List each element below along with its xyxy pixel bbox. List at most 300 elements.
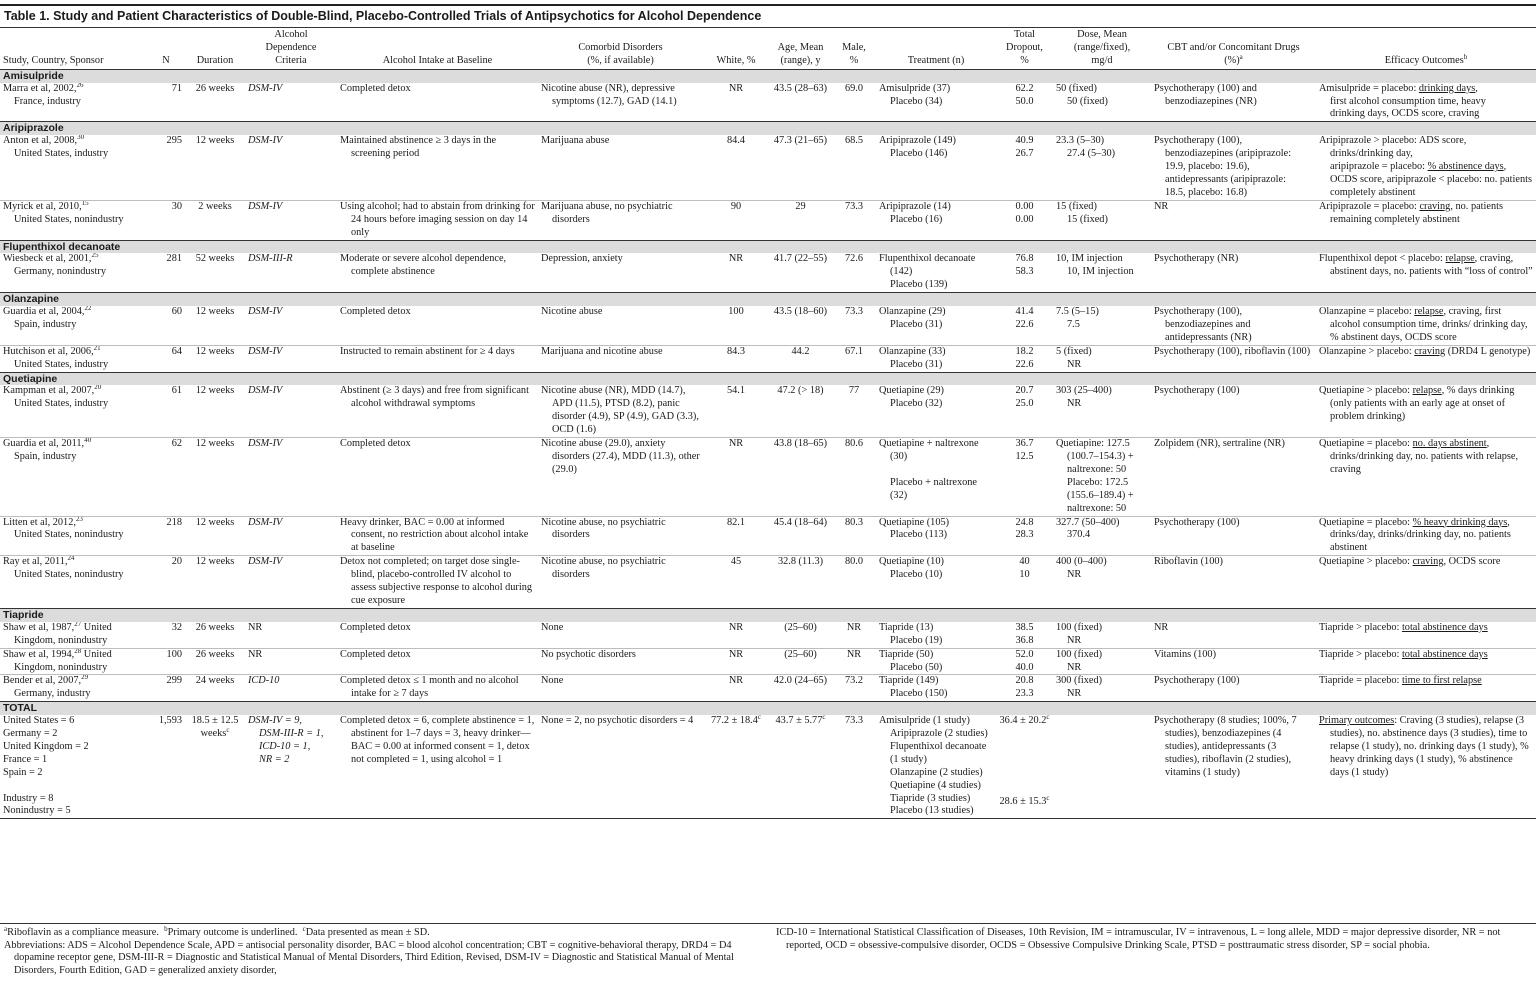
n-cell: 32 <box>147 622 185 648</box>
white-cell: 54.1 <box>703 385 769 437</box>
col-white: White, % <box>703 29 769 69</box>
study-cell <box>0 438 147 516</box>
primary-outcome: % heavy drinking days <box>1412 516 1508 528</box>
col-duration: Duration <box>185 29 245 69</box>
footnotes-left <box>4 927 759 977</box>
outcome-text: Quetiapine > placebo: <box>1319 556 1413 568</box>
cbt-cell: Psychotherapy (100) <box>1151 385 1316 437</box>
col-dose: Dose, Mean (range/fixed), mg/d <box>1053 29 1151 69</box>
study-citation: Anton et al, 2008, <box>3 135 78 147</box>
outcome-text: Olanzapine = placebo: <box>1319 306 1415 318</box>
n-cell: 295 <box>147 135 185 200</box>
outcome-text: , drinks/day, drinks/drinking day, no. patients abstinent <box>1330 516 1511 554</box>
total-dropout-cell <box>996 715 1053 819</box>
study-name <box>3 517 144 530</box>
male-cell: 73.3 <box>832 306 876 345</box>
study-citation: Guardia et al, 2011, <box>3 438 85 450</box>
total-dose-cell <box>1053 715 1151 819</box>
male-cell: 72.6 <box>832 253 876 292</box>
criteria-cell: DSM-IV <box>245 306 337 345</box>
criteria-cell: DSM-IV <box>245 83 337 122</box>
reference-number: 24 <box>67 555 75 563</box>
reference-number: 23 <box>75 516 83 523</box>
outcome-text: Tiapride > placebo: <box>1319 648 1402 660</box>
male-cell: 73.2 <box>832 675 876 702</box>
primary-outcome: total abstinence days <box>1401 648 1488 660</box>
outcome-text: Quetiapine > placebo: <box>1319 385 1413 397</box>
comorbid-cell: Marijuana and nicotine abuse <box>538 345 703 372</box>
section-label: Flupenthixol decanoate <box>0 240 1536 253</box>
efficacy-cell <box>1316 556 1536 609</box>
study-cell <box>0 622 147 648</box>
study-name <box>3 622 144 635</box>
age-cell: 47.2 (> 18) <box>769 385 832 437</box>
treatment-cell: Quetiapine (29) Placebo (32) <box>876 385 996 437</box>
cbt-cell: Riboflavin (100) <box>1151 556 1316 609</box>
outcome-text: , craving, abstinent days, no. patients with “loss of control” <box>1330 253 1533 278</box>
col-study: Study, Country, Sponsor <box>0 29 147 69</box>
table-row <box>0 253 1536 292</box>
n-cell: 30 <box>147 200 185 240</box>
intake-cell: Heavy drinker, BAC = 0.00 at informed consent, no restriction about alcohol intake at baseline <box>337 516 538 556</box>
section-row-total <box>0 702 1536 715</box>
section-row-flupenthixol <box>0 240 1536 253</box>
criteria-cell: NR <box>245 622 337 648</box>
study-name <box>3 649 144 662</box>
comorbid-cell: Depression, anxiety <box>538 253 703 292</box>
study-cell <box>0 83 147 122</box>
study-country-sponsor: Germany, nonindustry <box>14 266 106 278</box>
criteria-cell: DSM-IV <box>245 200 337 240</box>
study-cell <box>0 200 147 240</box>
total-cbt-cell: Psychotherapy (8 studies; 100%, 7 studies), benzodiazepines (4 studies), antidepressants (3 studies), riboflavin (2 studies), vitamins (1 study) <box>1151 715 1316 819</box>
col-intake: Alcohol Intake at Baseline <box>337 29 538 69</box>
total-age: 43.7 ± 5.77 <box>775 715 823 727</box>
comorbid-cell: Nicotine abuse, no psychiatric disorders <box>538 516 703 556</box>
footnote-c: Data presented as mean ± SD. <box>305 927 430 938</box>
duration-cell: 12 weeks <box>185 385 245 437</box>
study-country-sponsor: Kingdom, nonindustry <box>14 661 108 673</box>
section-row-aripiprazole <box>0 122 1536 135</box>
age-cell: 44.2 <box>769 345 832 372</box>
study-name <box>3 556 144 569</box>
intake-cell: Abstinent (≥ 3 days) and free from significant alcohol withdrawal symptoms <box>337 385 538 437</box>
age-cell: 43.5 (28–63) <box>769 83 832 122</box>
table-row <box>0 516 1536 556</box>
title-rule <box>0 27 1536 28</box>
section-row-amisulpride <box>0 69 1536 82</box>
sup-c: c <box>757 715 761 722</box>
reference-number: 29 <box>81 674 89 682</box>
dropout-cell: 20.7 25.0 <box>996 385 1053 437</box>
section-label: Olanzapine <box>0 293 1536 306</box>
table-row <box>0 345 1536 372</box>
criteria-cell: DSM-IV <box>245 135 337 200</box>
intake-cell: Detox not completed; on target dose single-blind, placebo-controlled IV alcohol to assess subjective response to alcohol during cue exposure <box>337 556 538 609</box>
treatment-cell: Aripiprazole (149) Placebo (146) <box>876 135 996 200</box>
cbt-cell: Vitamins (100) <box>1151 648 1316 675</box>
efficacy-cell <box>1316 516 1536 556</box>
dropout-cell: 36.7 12.5 <box>996 438 1053 516</box>
study-cell <box>0 516 147 556</box>
age-cell: (25–60) <box>769 648 832 675</box>
study-citation: Marra et al, 2002, <box>3 82 77 94</box>
study-cell <box>0 648 147 675</box>
total-male-cell: 73.3 <box>832 715 876 819</box>
intake-cell: Completed detox ≤ 1 month and no alcohol intake for ≥ 7 days <box>337 675 538 702</box>
study-citation: Kampman et al, 2007, <box>3 385 95 397</box>
study-country-sponsor: France, industry <box>14 95 81 107</box>
outcome-text: Tiapride > placebo: <box>1319 621 1402 633</box>
age-cell: 29 <box>769 200 832 240</box>
total-row <box>0 715 1536 819</box>
comorbid-cell: None <box>538 675 703 702</box>
study-citation: Guardia et al, 2004, <box>3 306 85 318</box>
section-label: Quetiapine <box>0 372 1536 385</box>
section-label: Amisulpride <box>0 69 1536 82</box>
study-name <box>3 438 144 451</box>
study-cell <box>0 135 147 200</box>
intake-cell: Completed detox <box>337 622 538 648</box>
white-cell: NR <box>703 675 769 702</box>
total-intake-cell: Completed detox = 6, complete abstinence = 1, abstinent for 1–7 days = 3, heavy drinker—BAC = 0.00 at informed consent = 1, detox not completed = 1, using alcohol = 1 <box>337 715 538 819</box>
study-name <box>3 675 144 688</box>
male-cell: NR <box>832 648 876 675</box>
white-cell: 84.3 <box>703 345 769 372</box>
reference-number: 40 <box>84 437 92 445</box>
efficacy-cell <box>1316 622 1536 648</box>
efficacy-cell <box>1316 200 1536 240</box>
cbt-cell: Psychotherapy (100) and benzodiazepines (NR) <box>1151 83 1316 122</box>
duration-cell: 26 weeks <box>185 622 245 648</box>
male-cell: 69.0 <box>832 83 876 122</box>
male-cell: 68.5 <box>832 135 876 200</box>
study-name <box>3 346 144 359</box>
n-cell: 71 <box>147 83 185 122</box>
outcome-text: Aripiprazole = placebo: <box>1319 200 1420 212</box>
n-cell: 218 <box>147 516 185 556</box>
study-name <box>3 306 144 319</box>
footnote-line: $^a$Riboflavin as a compliance measure. $^b$Primary outcome is underlined. $^c$Data presented as mean ± SD. <box>4 925 430 938</box>
dropout-cell: 40 10 <box>996 556 1053 609</box>
study-cell <box>0 675 147 702</box>
primary-outcome: % abstinence days <box>1427 161 1504 173</box>
treatment-cell: Olanzapine (29) Placebo (31) <box>876 306 996 345</box>
criteria-cell: DSM-III-R <box>245 253 337 292</box>
dose-cell: 303 (25–400) NR <box>1053 385 1151 437</box>
criteria-cell: DSM-IV <box>245 438 337 516</box>
table-row <box>0 675 1536 702</box>
col-male: Male, % <box>832 29 876 69</box>
study-cell <box>0 253 147 292</box>
intake-cell: Moderate or severe alcohol dependence, complete abstinence <box>337 253 538 292</box>
study-country-part: United <box>81 648 112 660</box>
criteria-cell: DSM-IV <box>245 516 337 556</box>
n-cell: 64 <box>147 345 185 372</box>
dose-cell: 400 (0–400) NR <box>1053 556 1151 609</box>
treatment-cell: Quetiapine (10) Placebo (10) <box>876 556 996 609</box>
reference-number: 30 <box>77 135 85 142</box>
outcome-text: , OCDS score, aripiprazole < placebo: no. patients completely abstinent <box>1330 161 1532 198</box>
primary-outcomes-text: : Craving (3 studies), relapse (3 studies), no. abstinence days (3 studies), time to relapse (1 study), no. drinking days (1 study), % heavy drinking days (1 study), % abstinence days (1 study) <box>1330 715 1529 778</box>
col-efficacy: Efficacy Outcomes$^b$ <box>1316 29 1536 69</box>
duration-cell: 26 weeks <box>185 83 245 122</box>
dropout-cell: 40.9 26.7 <box>996 135 1053 200</box>
total-age-cell <box>769 715 832 819</box>
dose-cell: 50 (fixed) 50 (fixed) <box>1053 83 1151 122</box>
cbt-cell: Psychotherapy (100), benzodiazepines and antidepressants (NR) <box>1151 306 1316 345</box>
n-cell: 20 <box>147 556 185 609</box>
study-name <box>3 385 144 398</box>
reference-number: 20 <box>94 385 102 392</box>
treatment-cell: Tiapride (13) Placebo (19) <box>876 622 996 648</box>
age-cell: (25–60) <box>769 622 832 648</box>
study-country-part: United <box>81 621 112 633</box>
footnote-b: Primary outcome is underlined. <box>167 927 298 938</box>
primary-outcomes-label: Primary outcomes <box>1319 715 1395 727</box>
treatment-cell: Aripiprazole (14) Placebo (16) <box>876 200 996 240</box>
col-criteria: Alcohol Dependence Criteria <box>245 29 337 69</box>
efficacy-cell <box>1316 306 1536 345</box>
male-cell: 67.1 <box>832 345 876 372</box>
footnote-a: Riboflavin as a compliance measure. <box>7 927 159 938</box>
outcome-text: , OCDS score <box>1443 556 1501 568</box>
outcome-text: Quetiapine = placebo: <box>1319 438 1413 450</box>
intake-cell: Completed detox <box>337 648 538 675</box>
efficacy-cell <box>1316 83 1536 122</box>
male-cell: NR <box>832 622 876 648</box>
sup-c: c <box>226 726 230 735</box>
criteria-cell: NR <box>245 648 337 675</box>
primary-outcome: relapse <box>1445 253 1475 265</box>
table-row <box>0 622 1536 648</box>
age-cell: 41.7 (22–55) <box>769 253 832 292</box>
col-cbt: CBT and/or Concomitant Drugs (%)$^a$ <box>1151 29 1316 69</box>
criteria-cell: DSM-IV <box>245 345 337 372</box>
dropout-cell: 52.0 40.0 <box>996 648 1053 675</box>
dose-cell: 5 (fixed) NR <box>1053 345 1151 372</box>
total-efficacy-cell <box>1316 715 1536 819</box>
white-cell: NR <box>703 622 769 648</box>
dropout-cell: 20.8 23.3 <box>996 675 1053 702</box>
dose-cell: 10, IM injection 10, IM injection <box>1053 253 1151 292</box>
outcome-text: Tiapride = placebo: <box>1319 675 1402 687</box>
white-cell: NR <box>703 253 769 292</box>
duration-cell: 12 weeks <box>185 135 245 200</box>
treatment-cell: Quetiapine + naltrexone (30) Placebo + naltrexone (32) <box>876 438 996 516</box>
section-label: Aripiprazole <box>0 122 1536 135</box>
header-row <box>0 29 1536 69</box>
cbt-cell: Psychotherapy (100), riboflavin (100) <box>1151 345 1316 372</box>
primary-outcome: drinking days <box>1418 82 1476 94</box>
reference-number: 15 <box>81 200 89 207</box>
comorbid-cell: No psychotic disorders <box>538 648 703 675</box>
dropout-cell: 41.4 22.6 <box>996 306 1053 345</box>
male-cell: 80.3 <box>832 516 876 556</box>
study-country-sponsor: Kingdom, nonindustry <box>14 634 108 646</box>
section-label: TOTAL <box>0 702 1536 715</box>
dose-cell: 15 (fixed) 15 (fixed) <box>1053 200 1151 240</box>
age-cell: 43.5 (18–60) <box>769 306 832 345</box>
table-body <box>0 69 1536 819</box>
male-cell: 77 <box>832 385 876 437</box>
study-country-sponsor: United States, nonindustry <box>14 529 124 541</box>
primary-outcome: craving <box>1419 200 1451 212</box>
study-country-sponsor: Germany, industry <box>14 688 91 700</box>
dose-cell: Quetiapine: 127.5 (100.7–154.3) + naltrexone: 50 Placebo: 172.5 (155.6–189.4) + naltrexone: 50 <box>1053 438 1151 516</box>
dropout-cell: 24.8 28.3 <box>996 516 1053 556</box>
white-cell: 90 <box>703 200 769 240</box>
primary-outcome: relapse <box>1414 306 1444 318</box>
reference-number: 28 <box>74 648 82 655</box>
n-cell: 60 <box>147 306 185 345</box>
total-white: 77.2 ± 18.4 <box>711 715 758 727</box>
n-cell: 281 <box>147 253 185 292</box>
total-n-cell: 1,593 <box>147 715 185 819</box>
study-table <box>0 29 1536 819</box>
white-cell: 82.1 <box>703 516 769 556</box>
col-dropout: Total Dropout, % <box>996 29 1053 69</box>
intake-cell: Completed detox <box>337 83 538 122</box>
study-citation: Litten et al, 2012, <box>3 516 76 528</box>
comorbid-cell: Marijuana abuse <box>538 135 703 200</box>
outcome-text: (DRD4 L genotype) <box>1445 345 1531 357</box>
comorbid-cell: Nicotine abuse, no psychiatric disorders <box>538 556 703 609</box>
comorbid-cell: Nicotine abuse <box>538 306 703 345</box>
criteria-cell: DSM-IV <box>245 385 337 437</box>
white-cell: NR <box>703 648 769 675</box>
white-cell: 45 <box>703 556 769 609</box>
duration-cell: 12 weeks <box>185 556 245 609</box>
dropout-cell: 62.2 50.0 <box>996 83 1053 122</box>
treatment-cell: Flupenthixol decanoate (142) Placebo (139) <box>876 253 996 292</box>
study-citation: Hutchison et al, 2006, <box>3 345 94 357</box>
age-cell: 43.8 (18–65) <box>769 438 832 516</box>
intake-cell: Completed detox <box>337 306 538 345</box>
study-citation: Bender et al, 2007, <box>3 675 82 687</box>
duration-cell: 12 weeks <box>185 345 245 372</box>
reference-number: 22 <box>84 306 92 313</box>
efficacy-cell <box>1316 345 1536 372</box>
outcome-text: Olanzapine > placebo: <box>1319 345 1415 357</box>
table-row <box>0 556 1536 609</box>
footnotes-right <box>776 927 1531 952</box>
table-row <box>0 200 1536 240</box>
table-row <box>0 385 1536 437</box>
primary-outcome: time to first relapse <box>1401 675 1482 687</box>
dropout-cell: 76.8 58.3 <box>996 253 1053 292</box>
outcome-text: Quetiapine = placebo: <box>1319 516 1413 528</box>
study-country-sponsor: United States, industry <box>14 358 109 370</box>
comorbid-cell: Marijuana abuse, no psychiatric disorders <box>538 200 703 240</box>
duration-cell: 12 weeks <box>185 306 245 345</box>
comorbid-cell: Nicotine abuse (NR), MDD (14.7), APD (11.5), PTSD (8.2), panic disorder (4.9), SP (4.9), GAD (3.3), OCD (1.6) <box>538 385 703 437</box>
study-country-sponsor: Spain, industry <box>14 451 77 462</box>
n-cell: 62 <box>147 438 185 516</box>
duration-cell: 2 weeks <box>185 200 245 240</box>
primary-outcome: no. days abstinent <box>1412 438 1487 450</box>
treatment-cell: Tiapride (50) Placebo (50) <box>876 648 996 675</box>
n-cell: 61 <box>147 385 185 437</box>
dropout-cell: 0.00 0.00 <box>996 200 1053 240</box>
primary-outcome: relapse <box>1412 385 1442 397</box>
efficacy-cell <box>1316 385 1536 437</box>
comorbid-cell: Nicotine abuse (29.0), anxiety disorders (27.4), MDD (11.3), other (29.0) <box>538 438 703 516</box>
primary-outcome: craving <box>1414 345 1446 357</box>
intake-cell: Completed detox <box>337 438 538 516</box>
study-name <box>3 83 144 96</box>
outcome-text: , first alcohol consumption time, heavy drinking days, OCDS score, craving <box>1330 82 1486 120</box>
n-cell: 100 <box>147 648 185 675</box>
study-citation: Shaw et al, 1994, <box>3 648 75 660</box>
study-citation: Shaw et al, 1987, <box>3 621 75 633</box>
study-country-sponsor: United States, industry <box>14 148 109 160</box>
cbt-cell: NR <box>1151 622 1316 648</box>
outcome-text: Amisulpride = placebo: <box>1319 82 1419 94</box>
section-row-quetiapine <box>0 372 1536 385</box>
section-row-tiapride <box>0 608 1536 621</box>
dose-cell: 100 (fixed) NR <box>1053 648 1151 675</box>
study-citation: Ray et al, 2011, <box>3 556 68 568</box>
intake-cell: Instructed to remain abstinent for ≥ 4 days <box>337 345 538 372</box>
male-cell: 80.0 <box>832 556 876 609</box>
white-cell: NR <box>703 83 769 122</box>
duration-cell: 52 weeks <box>185 253 245 292</box>
male-cell: 80.6 <box>832 438 876 516</box>
outcome-text: Aripiprazole > placebo: ADS score, drinks/drinking day, aripiprazole = placebo: <box>1319 135 1467 173</box>
total-white-cell <box>703 715 769 819</box>
study-name <box>3 135 144 148</box>
col-treatment: Treatment (n) <box>876 29 996 69</box>
table-row <box>0 438 1536 516</box>
primary-outcome: craving <box>1412 556 1444 568</box>
section-row-olanzapine <box>0 293 1536 306</box>
cbt-cell: Psychotherapy (100) <box>1151 675 1316 702</box>
intake-cell: Using alcohol; had to abstain from drinking for 24 hours before imaging session on day 14 only <box>337 200 538 240</box>
total-comorbid-cell: None = 2, no psychotic disorders = 4 <box>538 715 703 819</box>
duration-cell: 26 weeks <box>185 648 245 675</box>
total-criteria-cell: DSM-IV = 9, DSM-III-R = 1, ICD-10 = 1, NR = 2 <box>245 715 337 819</box>
study-country-sponsor: United States, nonindustry <box>14 213 124 225</box>
total-duration-cell <box>185 715 245 819</box>
age-cell: 32.8 (11.3) <box>769 556 832 609</box>
efficacy-cell <box>1316 438 1536 516</box>
abbreviations-left: Abbreviations: ADS = Alcohol Dependence Scale, APD = antisocial personality disorder, BAC = blood alcohol concentration; CBT = cognitive-behavioral therapy, DRD4 = D4 dopamine receptor gene, DSM-III-R = Diagnostic and Statistical Manual of Mental Disorders, Third Edition, Revised, DSM-IV = Diagnostic and Statistical Manual of Mental Disorders, Fourth Edition, GAD = generalized anxiety disorder, <box>4 939 734 976</box>
total-study-cell: United States = 6 Germany = 2 United Kingdom = 2 France = 1 Spain = 2 Industry = 8 Nonindustry = 5 <box>0 715 147 819</box>
study-citation: Wiesbeck et al, 2001, <box>3 253 92 265</box>
white-cell: 84.4 <box>703 135 769 200</box>
outcome-text: Flupenthixol depot < placebo: <box>1319 253 1446 265</box>
cbt-cell: NR <box>1151 200 1316 240</box>
abbreviations-right: ICD-10 = International Statistical Classification of Diseases, 10th Revision, IM = intramuscular, IV = intravenous, L = long allele, MDD = major depressive disorder, NR = not reported, OCD = obsessive-compulsive disorder, OCDS = Obsessive Compulsive Drinking Scale, PTSD = posttraumatic stress disorder, SP = social phobia. <box>776 927 1501 951</box>
table-row <box>0 648 1536 675</box>
table-row <box>0 83 1536 122</box>
male-cell: 73.3 <box>832 200 876 240</box>
dose-cell: 327.7 (50–400) 370.4 <box>1053 516 1151 556</box>
study-country-sponsor: Spain, industry <box>14 318 77 330</box>
treatment-cell: Quetiapine (105) Placebo (113) <box>876 516 996 556</box>
study-name <box>3 201 144 214</box>
sup-c: c <box>822 715 826 722</box>
reference-number: 21 <box>93 345 101 352</box>
cbt-cell: Zolpidem (NR), sertraline (NR) <box>1151 438 1316 516</box>
treatment-cell: Tiapride (149) Placebo (150) <box>876 675 996 702</box>
dropout-drug: 36.4 ± 20.2$^c$ <box>999 715 1050 727</box>
col-n: N <box>147 29 185 69</box>
dropout-cell: 38.5 36.8 <box>996 622 1053 648</box>
dose-cell: 100 (fixed) NR <box>1053 622 1151 648</box>
top-rule <box>0 4 1536 6</box>
